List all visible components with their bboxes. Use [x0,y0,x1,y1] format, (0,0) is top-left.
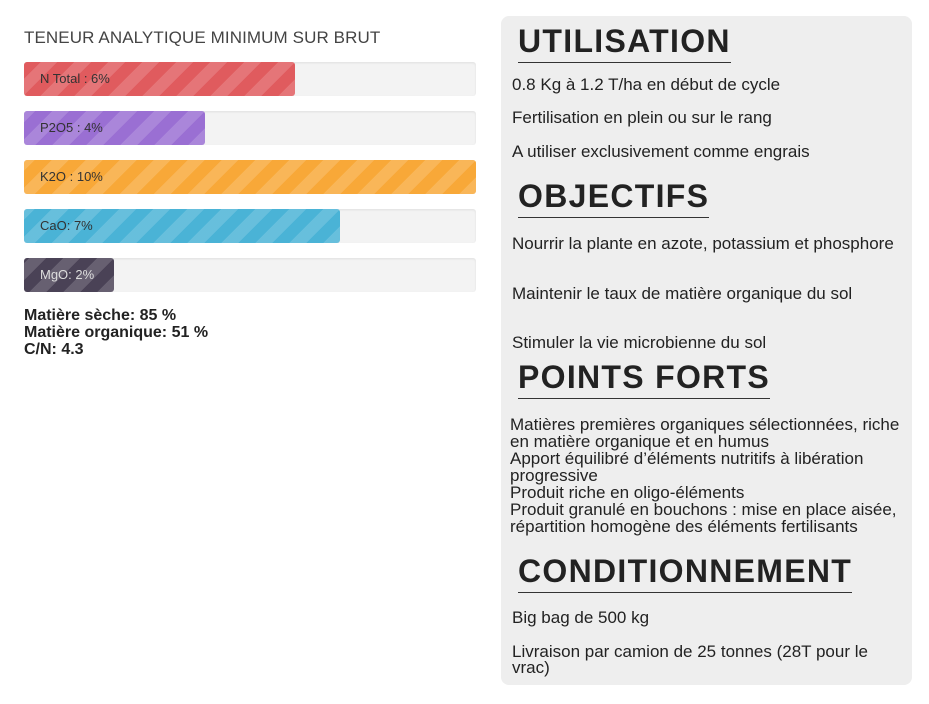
analysis-stats [24,307,476,358]
objectifs-item: Nourrir la plante en azote, potassium et phosphore [512,234,894,253]
progress-label: K2O : 10% [40,169,103,184]
stat-cn-ratio: C/N: 4.3 [24,341,84,358]
objectifs-item: Maintenir le taux de matière organique du sol [512,284,853,303]
analysis-section [24,28,476,358]
progress-bar-n-total [24,62,476,96]
points-forts-item: Produit granulé en bouchons : mise en place aisée, répartition homogène des éléments fertilisants [510,500,897,536]
utilisation-item: Fertilisation en plein ou sur le rang [512,108,772,127]
points-forts-item: Produit riche en oligo-éléments [510,483,745,502]
progress-label: MgO: 2% [40,267,95,282]
utilisation-item: 0.8 Kg à 1.2 T/ha en début de cycle [512,75,781,94]
info-panel [501,16,912,685]
stat-dry-matter: Matière sèche: 85 % [24,307,177,324]
objectifs-item: Stimuler la vie microbienne du sol [512,333,767,352]
progress-bar-p2o5 [24,111,476,145]
conditionnement-item: Big bag de 500 kg [512,608,650,627]
stat-organic-matter: Matière organique: 51 % [24,324,209,341]
points-forts-list [510,416,905,535]
progress-bar-cao [24,209,476,243]
progress-bar-k2o [24,160,476,194]
points-forts-item: Matières premières organiques sélectionnées, riche en matière organique et en humus [510,415,900,451]
progress-bar-mgo [24,258,476,292]
progress-label: P2O5 : 4% [40,120,103,135]
points-forts-item: Apport équilibré d’éléments nutritifs à libération progressive [510,449,864,485]
conditionnement-item: Livraison par camion de 25 tonnes (28T pour le vrac) [512,642,868,677]
section-title-conditionnement: CONDITIONNEMENT [518,554,852,593]
utilisation-item: A utiliser exclusivement comme engrais [512,142,810,161]
section-title-objectifs: OBJECTIFS [518,179,709,218]
progress-label: CaO: 7% [40,218,93,233]
section-title-points-forts: POINTS FORTS [518,360,770,399]
analysis-title: TENEUR ANALYTIQUE MINIMUM SUR BRUT [24,28,381,47]
progress-label: N Total : 6% [40,71,110,86]
section-title-utilisation: UTILISATION [518,24,731,63]
